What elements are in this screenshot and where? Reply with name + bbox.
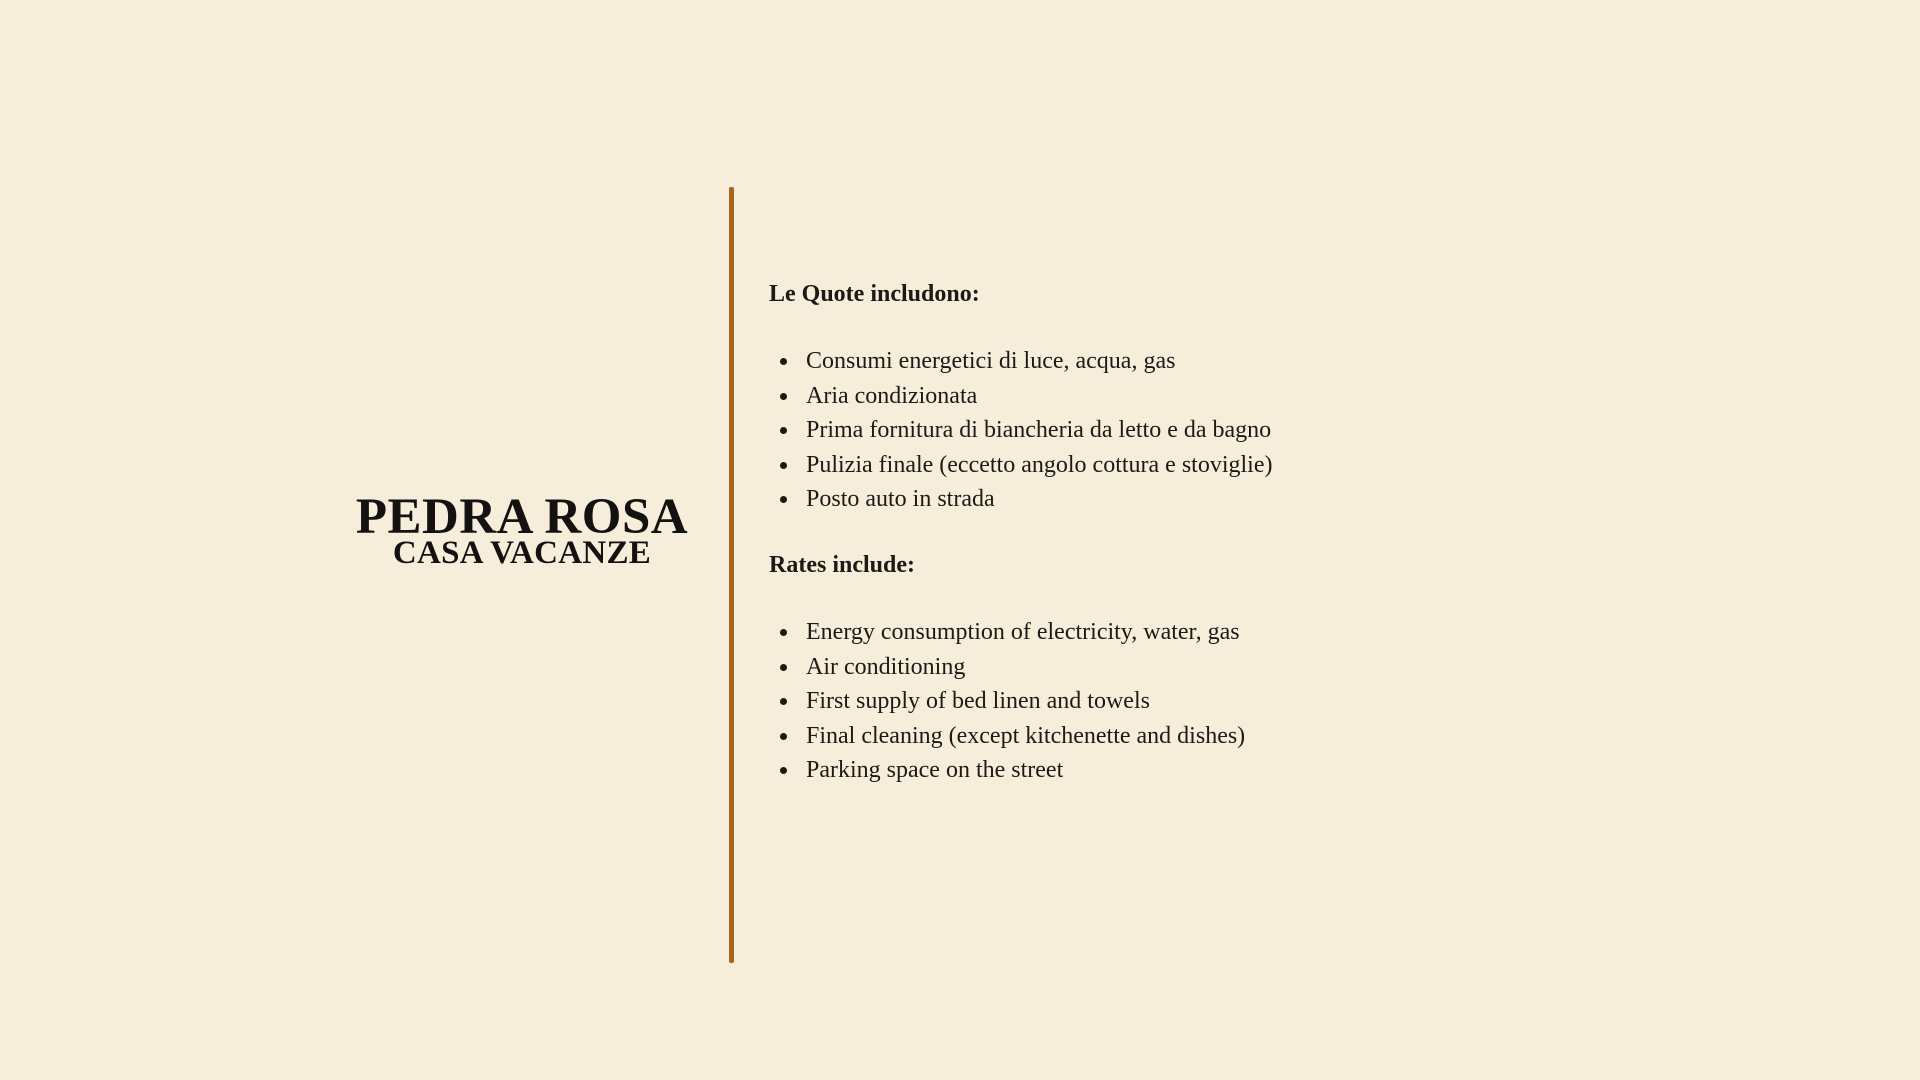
vertical-divider bbox=[729, 187, 734, 963]
list-item-text: Consumi energetici di luce, acqua, gas bbox=[806, 348, 1176, 374]
list-item bbox=[769, 344, 1529, 379]
list-item-text: Posto auto in strada bbox=[806, 486, 995, 513]
bullet-icon bbox=[780, 767, 787, 774]
list-item bbox=[769, 448, 1529, 483]
bullet-icon bbox=[780, 698, 787, 705]
bullet-icon bbox=[780, 393, 787, 400]
rates-content bbox=[769, 276, 1529, 788]
brand-name: PEDRA ROSA bbox=[355, 489, 689, 545]
list-item-text: Parking space on the street bbox=[806, 757, 1064, 784]
list-item bbox=[769, 379, 1529, 414]
list-item bbox=[769, 650, 1529, 685]
list-item bbox=[769, 482, 1529, 517]
section-english bbox=[769, 547, 1529, 788]
list-item-text: Prima fornitura di biancheria da letto e da bagno bbox=[806, 417, 1272, 444]
list-item bbox=[769, 615, 1529, 650]
section-italian bbox=[769, 276, 1529, 517]
brand-subtitle: CASA VACANZE bbox=[392, 535, 652, 571]
list-italian bbox=[769, 344, 1529, 517]
section-heading-english: Rates include: bbox=[769, 551, 915, 578]
list-item-text: Air conditioning bbox=[806, 653, 966, 680]
bullet-icon bbox=[780, 358, 787, 365]
list-item bbox=[769, 719, 1529, 754]
list-item-text: Pulizia finale (eccetto angolo cottura e stoviglie) bbox=[806, 451, 1273, 478]
list-item-text: Final cleaning (except kitchenette and dishes) bbox=[806, 722, 1246, 749]
list-item bbox=[769, 413, 1529, 448]
bullet-icon bbox=[780, 496, 787, 503]
list-item-text: Aria condizionata bbox=[806, 382, 978, 409]
bullet-icon bbox=[780, 664, 787, 671]
bullet-icon bbox=[780, 462, 787, 469]
list-item bbox=[769, 753, 1529, 788]
section-heading-italian: Le Quote includono: bbox=[769, 281, 980, 307]
bullet-icon bbox=[780, 427, 787, 434]
list-item bbox=[769, 684, 1529, 719]
list-item-text: Energy consumption of electricity, water, gas bbox=[806, 618, 1240, 645]
bullet-icon bbox=[780, 629, 787, 636]
brand-block bbox=[330, 489, 714, 571]
list-item-text: First supply of bed linen and towels bbox=[806, 688, 1150, 715]
bullet-icon bbox=[780, 733, 787, 740]
list-english bbox=[769, 615, 1529, 788]
